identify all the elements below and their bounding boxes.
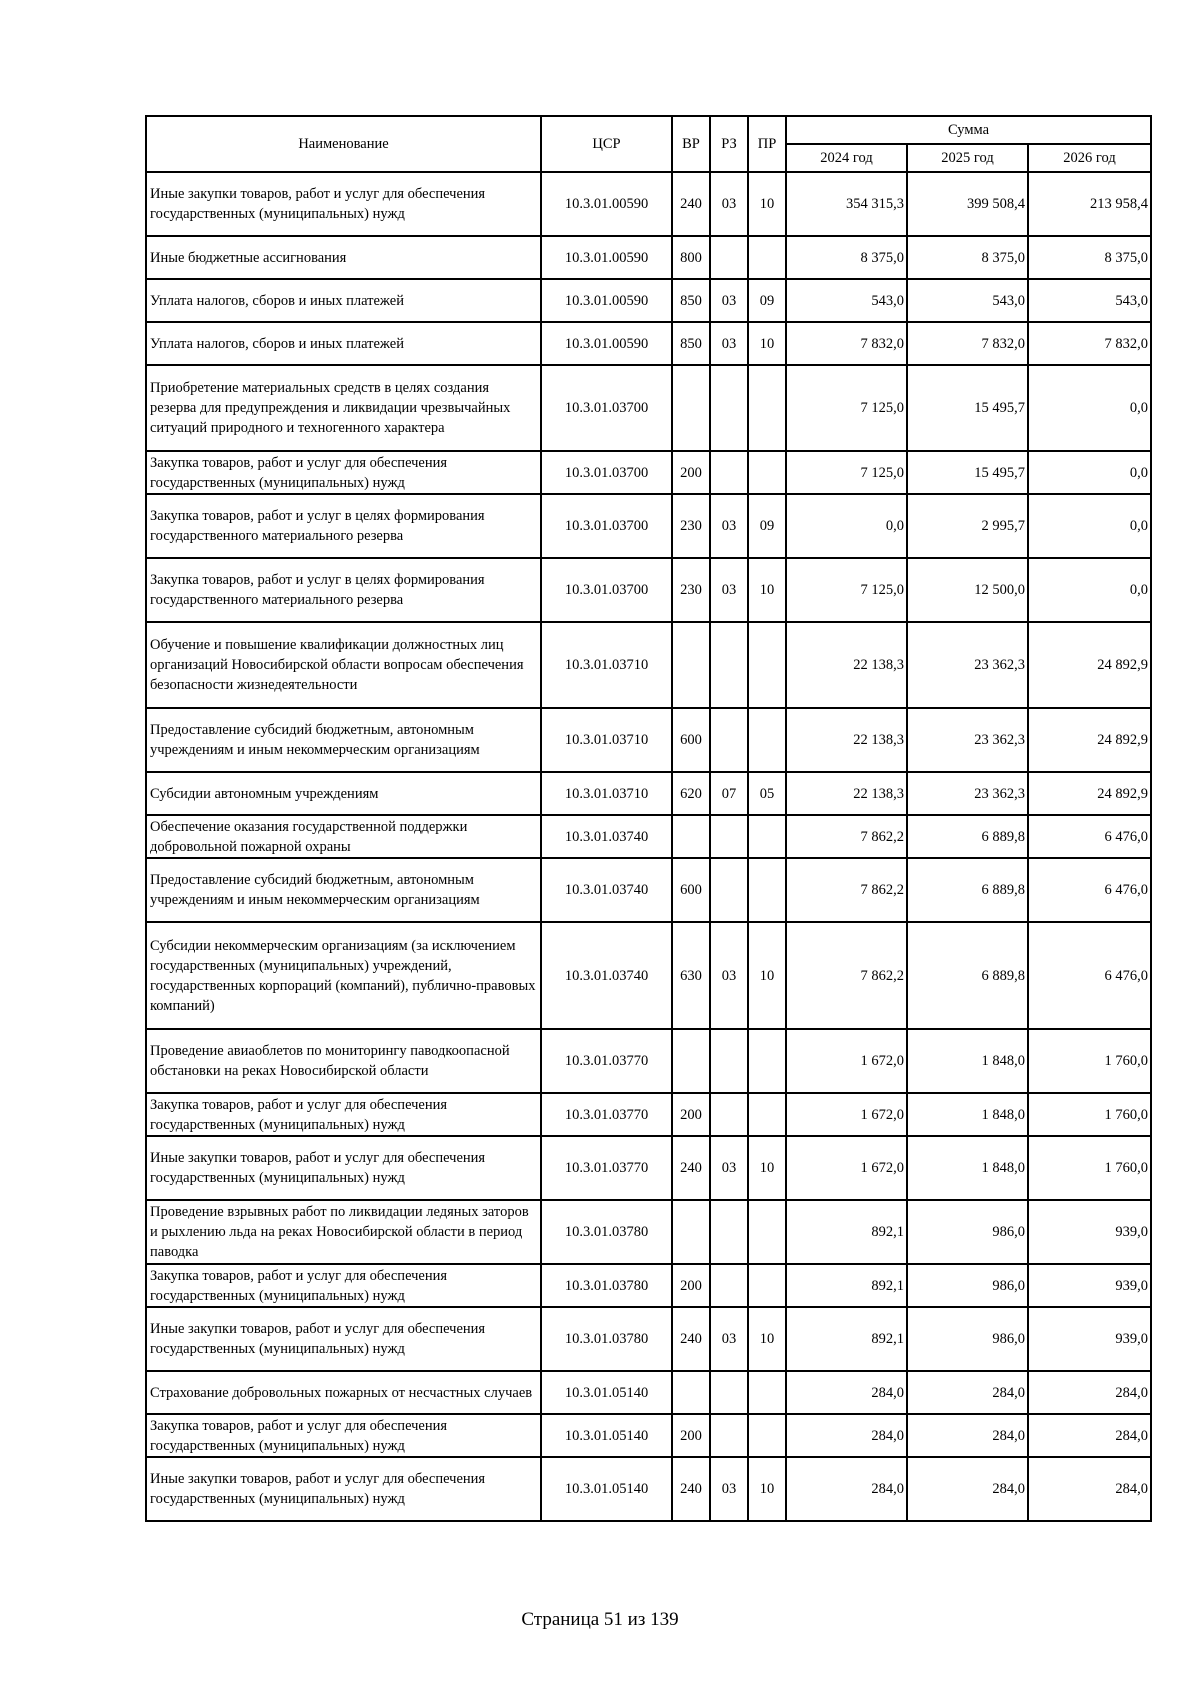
header-year-2026: 2026 год [1028,144,1151,172]
table-row [146,365,1151,451]
cell-2025: 6 889,8 [907,858,1028,922]
cell-rz: 03 [710,922,748,1029]
cell-2026: 8 375,0 [1028,236,1151,279]
cell-name: Предоставление субсидий бюджетным, автономным учреждениям и иным некоммерческим организациям [146,708,541,772]
cell-csr: 10.3.01.05140 [541,1371,672,1414]
cell-2026: 1 760,0 [1028,1136,1151,1200]
budget-table [145,115,1152,1522]
cell-2024: 7 125,0 [786,365,907,451]
cell-2024: 284,0 [786,1414,907,1457]
cell-vr: 230 [672,558,710,622]
cell-csr: 10.3.01.03740 [541,922,672,1029]
table-row [146,1414,1151,1457]
cell-name: Закупка товаров, работ и услуг для обеспечения государственных (муниципальных) нужд [146,1414,541,1457]
cell-2025: 23 362,3 [907,622,1028,708]
cell-vr: 600 [672,858,710,922]
cell-csr: 10.3.01.03770 [541,1029,672,1093]
cell-vr: 630 [672,922,710,1029]
cell-vr: 200 [672,451,710,494]
table-row [146,172,1151,236]
cell-2026: 24 892,9 [1028,622,1151,708]
table-row [146,815,1151,858]
table-row [146,558,1151,622]
table-row [146,772,1151,815]
cell-rz [710,236,748,279]
cell-2024: 354 315,3 [786,172,907,236]
cell-csr: 10.3.01.03700 [541,365,672,451]
cell-name: Закупка товаров, работ и услуг для обеспечения государственных (муниципальных) нужд [146,451,541,494]
cell-vr [672,1029,710,1093]
cell-csr: 10.3.01.03710 [541,622,672,708]
table-row [146,1457,1151,1521]
table-row [146,1200,1151,1264]
cell-pr [748,858,786,922]
cell-rz [710,451,748,494]
cell-pr [748,365,786,451]
cell-2025: 7 832,0 [907,322,1028,365]
cell-name: Закупка товаров, работ и услуг для обеспечения государственных (муниципальных) нужд [146,1093,541,1136]
cell-rz [710,815,748,858]
cell-2026: 939,0 [1028,1200,1151,1264]
cell-2026: 1 760,0 [1028,1029,1151,1093]
cell-name: Субсидии некоммерческим организациям (за исключением государственных (муниципальных) учреждений, государственных корпораций (компаний), публично-правовых компаний) [146,922,541,1029]
header-vr: ВР [672,116,710,172]
cell-2026: 0,0 [1028,494,1151,558]
cell-2025: 1 848,0 [907,1093,1028,1136]
cell-2025: 6 889,8 [907,922,1028,1029]
cell-2025: 6 889,8 [907,815,1028,858]
cell-pr [748,1414,786,1457]
cell-vr [672,1200,710,1264]
cell-pr [748,1264,786,1307]
cell-2024: 892,1 [786,1200,907,1264]
cell-2024: 892,1 [786,1264,907,1307]
cell-2024: 8 375,0 [786,236,907,279]
table-row [146,1136,1151,1200]
cell-csr: 10.3.01.03710 [541,708,672,772]
cell-2025: 8 375,0 [907,236,1028,279]
cell-name: Приобретение материальных средств в целях создания резерва для предупреждения и ликвидации чрезвычайных ситуаций природного и техногенного характера [146,365,541,451]
cell-rz [710,1414,748,1457]
cell-pr [748,708,786,772]
cell-2024: 1 672,0 [786,1093,907,1136]
cell-pr: 10 [748,1457,786,1521]
cell-vr [672,622,710,708]
cell-2026: 939,0 [1028,1264,1151,1307]
cell-2025: 986,0 [907,1264,1028,1307]
cell-2024: 892,1 [786,1307,907,1371]
cell-2026: 284,0 [1028,1414,1151,1457]
cell-2026: 6 476,0 [1028,922,1151,1029]
cell-vr: 240 [672,1136,710,1200]
cell-pr: 09 [748,494,786,558]
cell-2026: 7 832,0 [1028,322,1151,365]
cell-rz: 03 [710,1136,748,1200]
cell-pr: 10 [748,172,786,236]
table-row [146,1371,1151,1414]
cell-vr: 240 [672,1307,710,1371]
cell-csr: 10.3.01.05140 [541,1414,672,1457]
cell-rz [710,1264,748,1307]
cell-csr: 10.3.01.03770 [541,1136,672,1200]
cell-rz: 03 [710,1457,748,1521]
cell-name: Уплата налогов, сборов и иных платежей [146,279,541,322]
cell-2025: 986,0 [907,1200,1028,1264]
cell-vr [672,1371,710,1414]
cell-rz [710,622,748,708]
cell-name: Страхование добровольных пожарных от несчастных случаев [146,1371,541,1414]
table-row [146,322,1151,365]
cell-rz [710,1371,748,1414]
cell-name: Проведение авиаоблетов по мониторингу паводкоопасной обстановки на реках Новосибирской области [146,1029,541,1093]
cell-vr: 230 [672,494,710,558]
cell-csr: 10.3.01.03700 [541,451,672,494]
cell-name: Закупка товаров, работ и услуг в целях формирования государственного материального резерва [146,494,541,558]
table-row [146,236,1151,279]
cell-2026: 939,0 [1028,1307,1151,1371]
cell-2026: 6 476,0 [1028,858,1151,922]
cell-2024: 7 862,2 [786,922,907,1029]
cell-rz: 03 [710,322,748,365]
cell-name: Иные закупки товаров, работ и услуг для обеспечения государственных (муниципальных) нужд [146,172,541,236]
cell-2026: 6 476,0 [1028,815,1151,858]
cell-pr: 10 [748,322,786,365]
cell-vr: 240 [672,1457,710,1521]
cell-2024: 284,0 [786,1457,907,1521]
header-csr: ЦСР [541,116,672,172]
cell-name: Иные закупки товаров, работ и услуг для обеспечения государственных (муниципальных) нужд [146,1457,541,1521]
cell-2025: 1 848,0 [907,1029,1028,1093]
cell-2026: 0,0 [1028,451,1151,494]
cell-pr [748,1200,786,1264]
header-name: Наименование [146,116,541,172]
table-row [146,708,1151,772]
cell-csr: 10.3.01.03710 [541,772,672,815]
cell-rz [710,708,748,772]
cell-vr: 240 [672,172,710,236]
cell-vr: 800 [672,236,710,279]
cell-vr: 850 [672,279,710,322]
cell-2026: 24 892,9 [1028,772,1151,815]
cell-pr: 09 [748,279,786,322]
cell-vr: 600 [672,708,710,772]
cell-2024: 22 138,3 [786,772,907,815]
cell-csr: 10.3.01.03740 [541,858,672,922]
cell-pr [748,1371,786,1414]
cell-csr: 10.3.01.03780 [541,1264,672,1307]
cell-2026: 213 958,4 [1028,172,1151,236]
cell-2025: 15 495,7 [907,451,1028,494]
cell-pr [748,622,786,708]
cell-rz: 03 [710,172,748,236]
cell-2024: 22 138,3 [786,622,907,708]
cell-name: Обучение и повышение квалификации должностных лиц организаций Новосибирской области вопросам обеспечения безопасности жизнедеятельности [146,622,541,708]
cell-rz [710,1200,748,1264]
cell-name: Проведение взрывных работ по ликвидации ледяных заторов и рыхлению льда на реках Новосибирской области в период паводка [146,1200,541,1264]
cell-2026: 543,0 [1028,279,1151,322]
cell-name: Обеспечение оказания государственной поддержки добровольной пожарной охраны [146,815,541,858]
cell-rz [710,1029,748,1093]
cell-csr: 10.3.01.00590 [541,172,672,236]
budget-table-container [145,115,1150,1522]
cell-vr: 200 [672,1093,710,1136]
table-row [146,858,1151,922]
cell-name: Иные закупки товаров, работ и услуг для обеспечения государственных (муниципальных) нужд [146,1136,541,1200]
cell-2025: 23 362,3 [907,772,1028,815]
cell-name: Субсидии автономным учреждениям [146,772,541,815]
cell-2026: 24 892,9 [1028,708,1151,772]
cell-csr: 10.3.01.03700 [541,558,672,622]
cell-rz: 03 [710,279,748,322]
cell-csr: 10.3.01.03770 [541,1093,672,1136]
cell-2026: 1 760,0 [1028,1093,1151,1136]
cell-name: Иные закупки товаров, работ и услуг для обеспечения государственных (муниципальных) нужд [146,1307,541,1371]
cell-vr: 620 [672,772,710,815]
table-row [146,1029,1151,1093]
cell-name: Уплата налогов, сборов и иных платежей [146,322,541,365]
cell-2025: 1 848,0 [907,1136,1028,1200]
cell-pr: 10 [748,558,786,622]
cell-2024: 7 862,2 [786,815,907,858]
cell-2024: 0,0 [786,494,907,558]
cell-2025: 2 995,7 [907,494,1028,558]
cell-pr [748,236,786,279]
cell-rz [710,858,748,922]
cell-name: Закупка товаров, работ и услуг в целях формирования государственного материального резерва [146,558,541,622]
cell-pr [748,815,786,858]
cell-2024: 7 125,0 [786,451,907,494]
cell-2026: 284,0 [1028,1371,1151,1414]
cell-2024: 1 672,0 [786,1029,907,1093]
cell-2026: 0,0 [1028,365,1151,451]
cell-csr: 10.3.01.05140 [541,1457,672,1521]
table-row [146,922,1151,1029]
cell-pr [748,1029,786,1093]
cell-csr: 10.3.01.00590 [541,279,672,322]
cell-rz [710,365,748,451]
cell-name: Предоставление субсидий бюджетным, автономным учреждениям и иным некоммерческим организациям [146,858,541,922]
cell-csr: 10.3.01.00590 [541,236,672,279]
cell-vr: 200 [672,1264,710,1307]
cell-2024: 543,0 [786,279,907,322]
cell-2025: 12 500,0 [907,558,1028,622]
cell-vr: 200 [672,1414,710,1457]
cell-2025: 23 362,3 [907,708,1028,772]
cell-vr [672,815,710,858]
cell-rz: 03 [710,1307,748,1371]
cell-2025: 543,0 [907,279,1028,322]
cell-pr: 10 [748,1307,786,1371]
table-row [146,494,1151,558]
cell-pr [748,451,786,494]
cell-pr: 10 [748,1136,786,1200]
cell-vr [672,365,710,451]
cell-rz: 03 [710,494,748,558]
cell-2025: 986,0 [907,1307,1028,1371]
cell-pr: 05 [748,772,786,815]
cell-csr: 10.3.01.03780 [541,1200,672,1264]
cell-rz [710,1093,748,1136]
cell-2025: 284,0 [907,1414,1028,1457]
table-row [146,1307,1151,1371]
cell-vr: 850 [672,322,710,365]
cell-2025: 15 495,7 [907,365,1028,451]
cell-rz: 03 [710,558,748,622]
cell-name: Иные бюджетные ассигнования [146,236,541,279]
table-row [146,622,1151,708]
cell-2024: 1 672,0 [786,1136,907,1200]
cell-2026: 0,0 [1028,558,1151,622]
header-pr: ПР [748,116,786,172]
table-row [146,279,1151,322]
cell-2025: 284,0 [907,1371,1028,1414]
cell-2024: 7 862,2 [786,858,907,922]
table-body [146,172,1151,1521]
page-number: Страница 51 из 139 [521,1609,679,1630]
cell-2024: 22 138,3 [786,708,907,772]
cell-csr: 10.3.01.03700 [541,494,672,558]
cell-name: Закупка товаров, работ и услуг для обеспечения государственных (муниципальных) нужд [146,1264,541,1307]
cell-csr: 10.3.01.03740 [541,815,672,858]
table-row [146,451,1151,494]
cell-2024: 7 832,0 [786,322,907,365]
cell-2024: 284,0 [786,1371,907,1414]
cell-csr: 10.3.01.03780 [541,1307,672,1371]
table-row [146,1264,1151,1307]
cell-pr [748,1093,786,1136]
header-sum: Сумма [786,116,1151,144]
header-year-2024: 2024 год [786,144,907,172]
cell-2025: 284,0 [907,1457,1028,1521]
header-year-2025: 2025 год [907,144,1028,172]
cell-rz: 07 [710,772,748,815]
header-rz: РЗ [710,116,748,172]
cell-2024: 7 125,0 [786,558,907,622]
cell-pr: 10 [748,922,786,1029]
table-header [146,116,1151,172]
cell-2026: 284,0 [1028,1457,1151,1521]
cell-2025: 399 508,4 [907,172,1028,236]
cell-csr: 10.3.01.00590 [541,322,672,365]
table-row [146,1093,1151,1136]
